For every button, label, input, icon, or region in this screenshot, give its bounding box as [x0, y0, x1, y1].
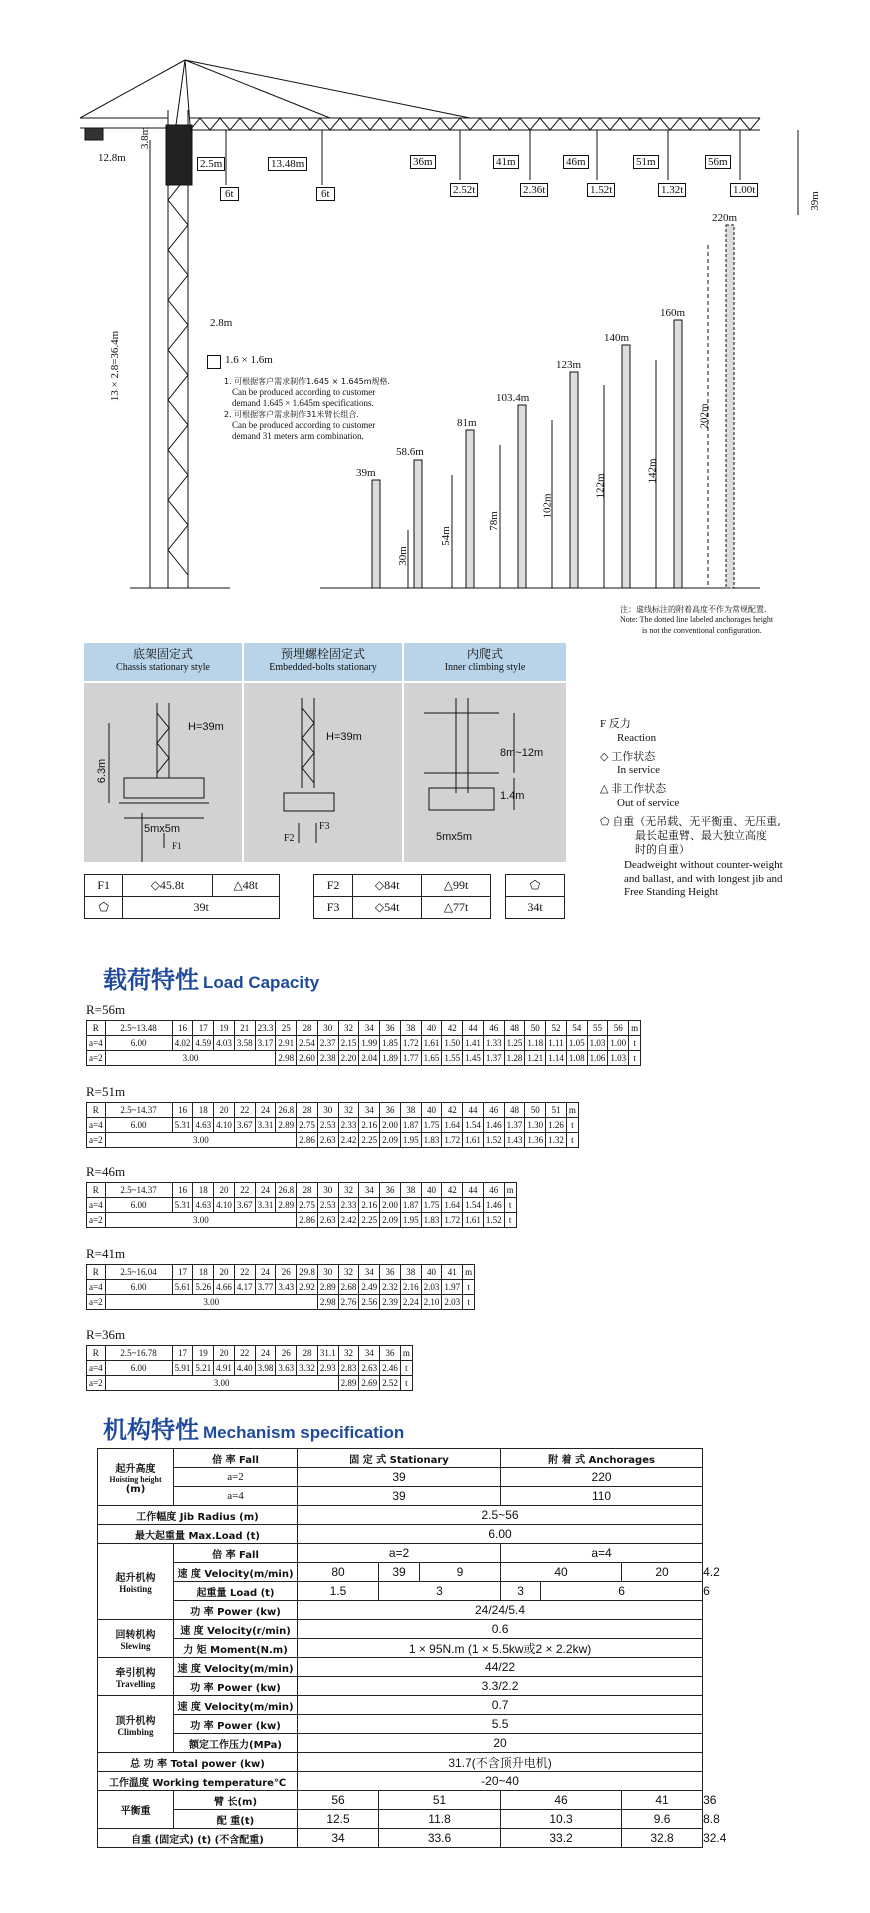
load-table-label: R=46m	[86, 1164, 126, 1179]
dim-51: 51m	[633, 155, 659, 169]
panel-chassis	[84, 683, 242, 862]
load-table	[86, 1020, 641, 1066]
embedded-f3: F3	[319, 821, 330, 832]
height-140: 140m	[604, 332, 630, 344]
load-table-label: R=56m	[86, 1002, 126, 1017]
legend: F 反力 Reaction ◇ 工作状态 In service △ 非工作状态 Out of service ⬠ 自重（无吊载、无平衡重、无压重, 最长起重臂、最大独立高度 时的自重） Deadweight without counter-weight and ballast, and with longest jib and Free Standing Height	[600, 717, 783, 899]
counter-jib-length: 12.8m	[98, 152, 126, 164]
table-row: R 2.5~16.78 17 19 20 22 24 26 28 31.1 32 34 36 m	[87, 1346, 413, 1361]
load-table	[86, 1102, 579, 1148]
reaction-table-2: F2 ◇84t △99t F3 ◇54t △77t	[313, 874, 491, 919]
section-height: 2.8m	[210, 317, 233, 329]
climbing-drawing	[404, 683, 566, 862]
load-2-36: 2.36t	[520, 183, 548, 197]
load-table-label: R=41m	[86, 1246, 126, 1261]
anchor-54: 54m	[439, 526, 452, 546]
load-table-label: R=51m	[86, 1084, 126, 1099]
table-row: a=2 3.00 2.89 2.69 2.52 t	[87, 1376, 413, 1391]
load-1-52: 1.52t	[587, 183, 615, 197]
dim-56: 56m	[705, 155, 731, 169]
panel-climbing	[404, 683, 566, 862]
panel-header-climbing: 内爬式 Inner climbing style	[404, 643, 566, 681]
dim-41: 41m	[493, 155, 519, 169]
load-6t-a: 6t	[220, 187, 239, 201]
load-table	[86, 1182, 517, 1228]
table-row: R 2.5~13.48 16 17 19 21 23.3 25 28 30 32 34 36 38 40 42 44 46 48 50 52 54 55 56 m	[87, 1021, 641, 1036]
top-height: 3.8m	[139, 126, 152, 150]
climbing-d2: 1.4m	[500, 790, 525, 802]
anchor-78: 78m	[487, 511, 500, 531]
anchor-202: 202m	[698, 403, 711, 429]
mechanism-title: 机构特性 Mechanism specification	[103, 1416, 405, 1444]
height-160: 160m	[660, 307, 686, 319]
section-square-icon	[207, 355, 221, 369]
table-row: a=4 6.00 5.31 4.63 4.10 3.67 3.31 2.89 2.75 2.53 2.33 2.16 2.00 1.87 1.75 1.64 1.54 1.46 t	[87, 1198, 517, 1213]
load-table-label: R=36m	[86, 1327, 126, 1342]
climbing-base: 5mx5m	[436, 831, 473, 843]
weight-icon: ⬠	[506, 875, 565, 897]
height-81: 81m	[457, 417, 477, 429]
weight-icon: ⬠	[600, 815, 610, 828]
dim-46: 46m	[563, 155, 589, 169]
weight-icon: ⬠	[85, 897, 123, 919]
height-39: 39m	[356, 467, 376, 479]
table-row: a=2 3.00 2.98 2.60 2.38 2.20 2.04 1.89 1.77 1.65 1.55 1.45 1.37 1.28 1.21 1.14 1.08 1.06 1.03 t	[87, 1051, 641, 1066]
tower-height: 13 × 2.8=36.4m	[109, 330, 122, 402]
chassis-force: F1	[172, 841, 182, 851]
table-row: a=4 6.00 5.31 4.63 4.10 3.67 3.31 2.89 2.75 2.53 2.33 2.16 2.00 1.87 1.75 1.64 1.54 1.46 1.37 1.30 1.26 t	[87, 1118, 579, 1133]
load-table	[86, 1345, 413, 1391]
panel-header-embedded: 预埋螺栓固定式 Embedded-bolts stationary	[244, 643, 402, 681]
mechanism-table: 起升高度 Hoisting height (m) 倍 率 Fall 固 定 式 Stationary 附 着 式 Anchorages a=2 39 220 a=4 39 110 工作幅度 Jib Radius (m) 2.5~56 最大起重量 Max.Load (t) 6.00 起升机构 Hoisting 倍 率 Fall a=2 a=4 速 度 Velocity(m/min) 80 39 9 40 20 4.2 起重量 Load (t) 1.5 3 3 6 6 功 率 Power (kw) 24/24/5.4 回转机构 Slewing 速 度 Velocity(r/min) 0.6 力 矩 Moment(N.m) 1 × 95N.m (1 × 5.5kw或2 × 2.2kw) 牵引机构 Travelling 速 度 Velocity(m/min) 44/22 功 率 Power (kw) 3.3/2.2 顶升机构 Climbing 速 度 Velocity(m/min) 0.7 功 率 Power (kw) 5.5 额定工作压力(MPa) 20 总 功 率 Total power (kw) 31.7(不含顶升电机) 工作温度 Working temperature℃ -20~40 平衡重 臂 长(m) 56 51 46 41 36 配 重(t) 12.5 11.8 10.3 9.6 8.8 自重 (固定式) (t) (不含配重) 34 33.6 33.2 32.8 32.4	[97, 1448, 703, 1848]
diagram-notes: 1. 可根据客户需求制作1.645 × 1.645m规格. Can be produced according to customer demand 1.645 × 1.645m specifications. 2. 可根据客户需求制作31米臂长组合. Can be produced according to customer demand 31 meters arm combination.	[224, 377, 391, 441]
height-220: 220m	[712, 212, 738, 224]
height-103-4: 103.4m	[496, 392, 530, 404]
dim-39: 39m	[808, 191, 821, 211]
load-2-52: 2.52t	[450, 183, 478, 197]
anchor-102: 102m	[541, 493, 554, 519]
dim-36: 36m	[410, 155, 436, 169]
section-size: 1.6 × 1.6m	[225, 354, 273, 366]
diagram-footnote: 注：虚线标注的附着高度不作为常规配置. Note: The dotted line labeled anchorages height is not the conventional configuration.	[620, 605, 774, 635]
table-row: R 2.5~14.37 16 18 20 22 24 26.8 28 30 32 34 36 38 40 42 44 46 48 50 51 m	[87, 1103, 579, 1118]
climbing-d1: 8m~12m	[500, 747, 544, 759]
load-1-00: 1.00t	[730, 183, 758, 197]
reaction-table-3: ⬠ 34t	[505, 874, 565, 919]
dim-2-5: 2.5m	[197, 157, 225, 171]
chassis-h: H=39m	[188, 721, 224, 733]
load-table	[86, 1264, 475, 1310]
embedded-f2: F2	[284, 833, 295, 844]
table-row: a=2 3.00 2.86 2.63 2.42 2.25 2.09 1.95 1.83 1.72 1.61 1.52 1.43 1.36 1.32 t	[87, 1133, 579, 1148]
table-row: a=4 6.00 5.91 5.21 4.91 4.40 3.98 3.63 3.32 2.93 2.83 2.63 2.46 t	[87, 1361, 413, 1376]
embedded-drawing	[244, 683, 402, 862]
load-1-32: 1.32t	[658, 183, 686, 197]
panel-embedded	[244, 683, 402, 862]
panel-header-chassis: 底架固定式 Chassis stationary style	[84, 643, 242, 681]
height-58-6: 58.6m	[396, 446, 424, 458]
table-row: a=4 6.00 5.61 5.26 4.66 4.17 3.77 3.43 2.92 2.89 2.68 2.49 2.32 2.16 2.03 1.97 t	[87, 1280, 475, 1295]
embedded-h: H=39m	[326, 731, 362, 743]
table-row: R 2.5~14.37 16 18 20 22 24 26.8 28 30 32 34 36 38 40 42 44 46 m	[87, 1183, 517, 1198]
chassis-dim: 6.3m	[96, 758, 109, 784]
anchor-142: 142m	[646, 458, 659, 484]
load-capacity-title: 载荷特性 Load Capacity	[103, 966, 320, 994]
height-123: 123m	[556, 359, 582, 371]
load-6t-b: 6t	[316, 187, 335, 201]
table-row: R 2.5~16.04 17 18 20 22 24 26 29.8 30 32 34 36 38 40 41 m	[87, 1265, 475, 1280]
table-row: a=2 3.00 2.98 2.76 2.56 2.39 2.24 2.10 2.03 t	[87, 1295, 475, 1310]
crane-diagram	[0, 0, 870, 640]
reaction-table-1: F1 ◇45.8t △48t ⬠ 39t	[84, 874, 280, 919]
table-row: a=2 3.00 2.86 2.63 2.42 2.25 2.09 1.95 1.83 1.72 1.61 1.52 t	[87, 1213, 517, 1228]
table-row: a=4 6.00 4.02 4.59 4.03 3.58 3.17 2.91 2.54 2.37 2.15 1.99 1.85 1.72 1.61 1.50 1.41 1.33 1.25 1.18 1.11 1.05 1.03 1.00 t	[87, 1036, 641, 1051]
dim-13-48: 13.48m	[268, 157, 307, 171]
chassis-base: 5mx5m	[144, 823, 181, 835]
anchor-30: 30m	[396, 546, 409, 566]
anchor-122: 122m	[594, 473, 607, 499]
